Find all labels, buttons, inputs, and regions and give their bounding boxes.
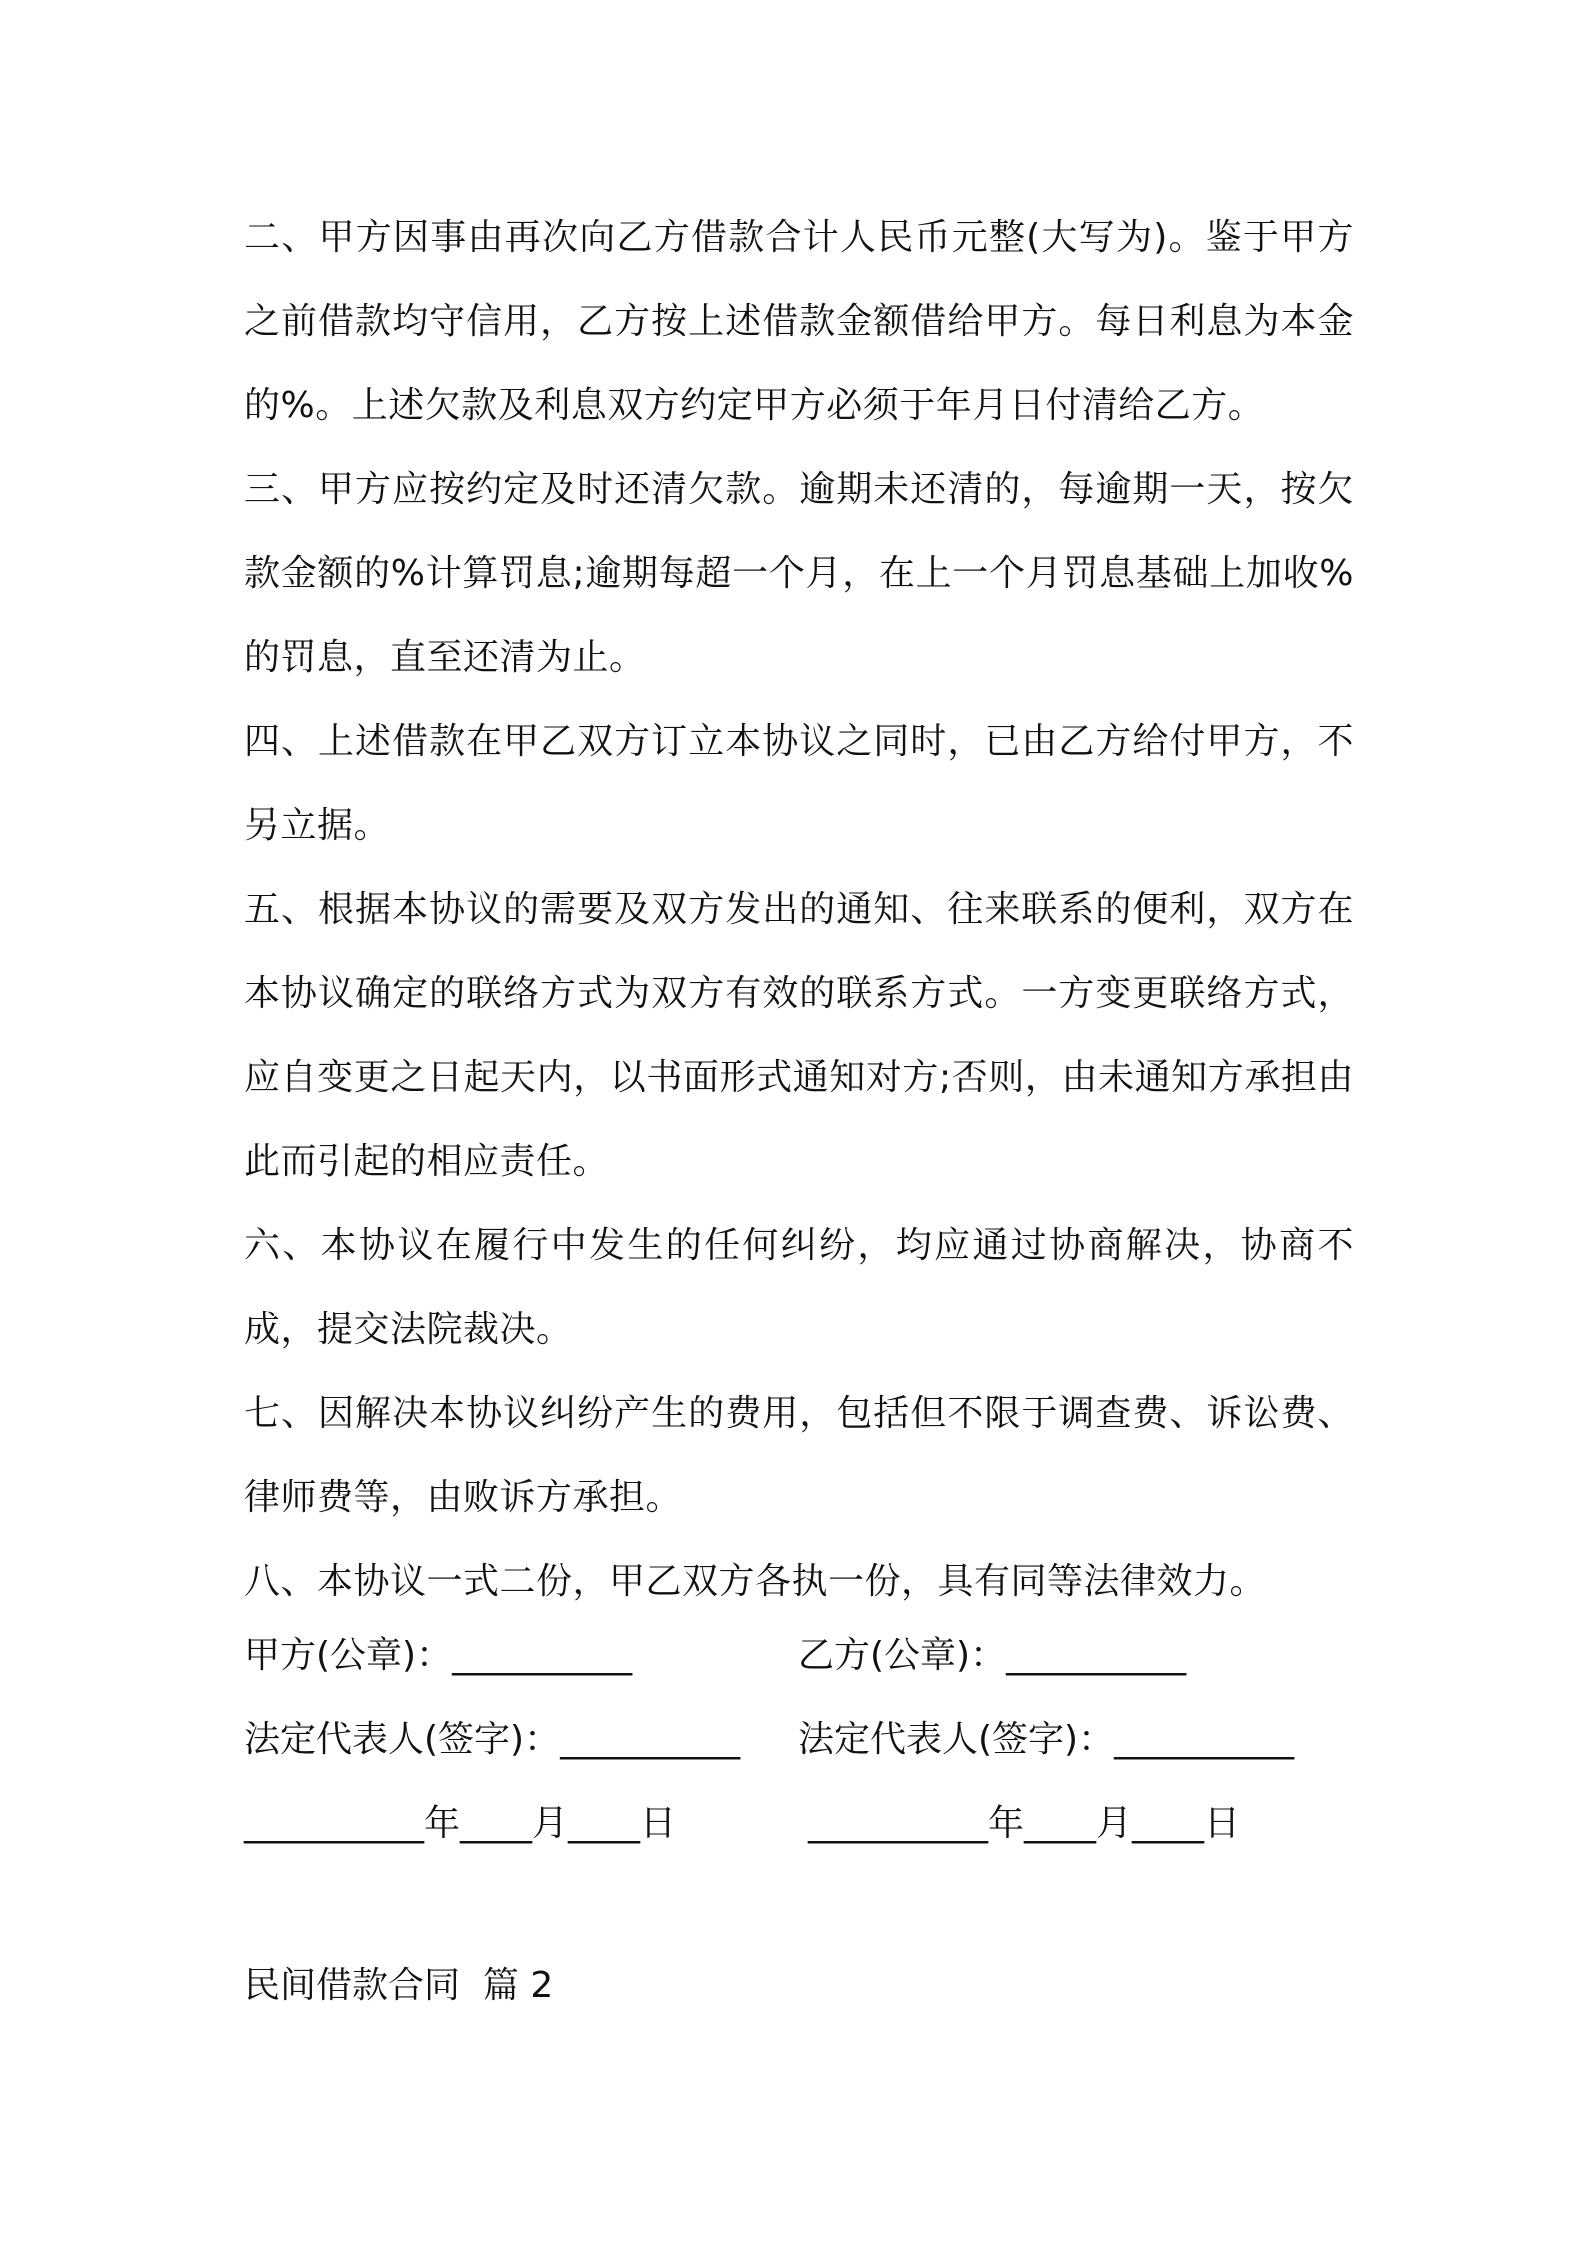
clause-4: 四、上述借款在甲乙双方订立本协议之同时，已由乙方给付甲方，不另立据。 xyxy=(244,721,1354,846)
clause-3: 三、甲方应按约定及时还清欠款。逾期未还清的，每逾期一天，按欠款金额的%计算罚息;逾期每超一个月，在上一个月罚息基础上加收%的罚息，直至还清为止。 xyxy=(244,469,1354,678)
clause-5: 五、根据本协议的需要及双方发出的通知、往来联系的便利，双方在本协议确定的联络方式为双方有效的联系方式。一方变更联络方式，应自变更之日起天内，以书面形式通知对方;否则，由未通知方承担由此而引起的相应责任。 xyxy=(244,889,1354,1182)
party-a-date-line: __________年____月____日 xyxy=(244,1803,676,1844)
clause-7: 七、因解决本协议纠纷产生的费用，包括但不限于调查费、诉讼费、律师费等，由败诉方承担。 xyxy=(244,1393,1354,1518)
next-section-heading: 民间借款合同 篇 2 xyxy=(244,1965,554,2006)
clause-6: 六、本协议在履行中发生的任何纠纷，均应通过协商解决，协商不成，提交法院裁决。 xyxy=(244,1225,1354,1350)
clause-8: 八、本协议一式二份，甲乙双方各执一份，具有同等法律效力。 xyxy=(244,1561,1267,1602)
clause-2: 二、甲方因事由再次向乙方借款合计人民币元整(大写为)。鉴于甲方之前借款均守信用，乙方按上述借款金额借给甲方。每日利息为本金的%。上述欠款及利息双方约定甲方必须于年月日付清给乙方。 xyxy=(244,217,1354,426)
contract-clauses xyxy=(244,196,1354,1624)
party-b-representative-line: 法定代表人(签字)：__________ xyxy=(798,1719,1295,1760)
party-b-date-line: __________年____月____日 xyxy=(808,1803,1240,1844)
party-a-representative-line: 法定代表人(签字)：__________ xyxy=(244,1719,741,1760)
party-a-seal-line: 甲方(公章)：__________ xyxy=(244,1635,633,1676)
party-b-seal-line: 乙方(公章)：__________ xyxy=(798,1635,1187,1676)
